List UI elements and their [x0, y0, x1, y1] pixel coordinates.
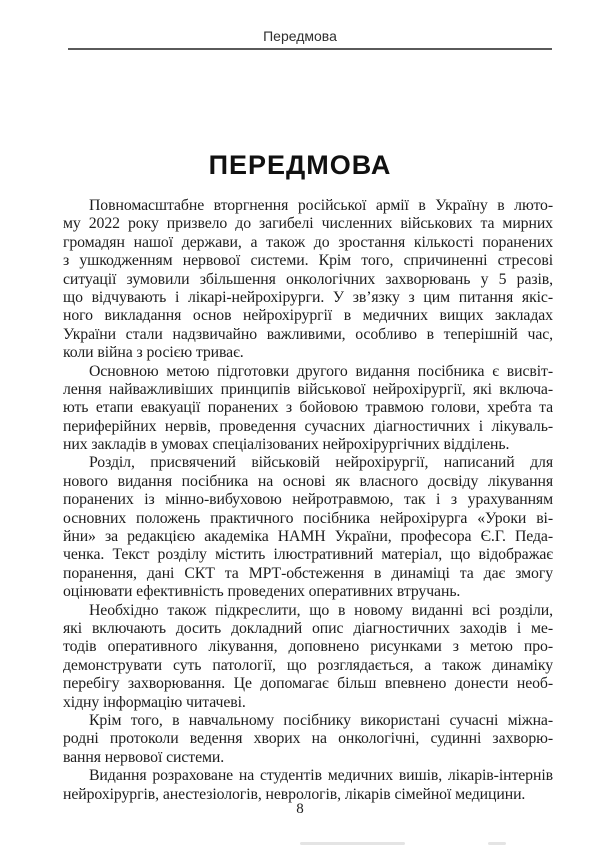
text-line: України стали надзвичайно важливими, особливо в теперішній час, — [63, 325, 553, 343]
text-line: з ушкодженням нервової системи. Крім того, спричиненні стресові — [63, 252, 553, 270]
body-text — [63, 197, 553, 804]
text-line: Повномасштабне вторгнення російської армії в Україну в люто- — [89, 197, 553, 214]
text-line: ченка. Текст розділу містить ілюстративний матеріал, що відображає — [63, 546, 553, 564]
text-line: демонструвати суть патології, що розглядається, а також динаміку — [63, 656, 553, 674]
text-line: му 2022 року призвело до загибелі численних військових та мирних — [63, 215, 553, 233]
text-line: вання нервової системи. — [63, 748, 225, 766]
text-line: Основною метою підготовки другого видання посібника є висвіт- — [89, 362, 553, 380]
text-line: коли війна з росією триває. — [63, 344, 244, 362]
text-line: ють етапи евакуації поранених з бойовою травмою голови, хребта та — [63, 399, 553, 417]
text-line: тодів оперативного лікування, доповнено рисунками з метою про- — [63, 638, 553, 656]
text-line: ситуації зумовили збільшення онкологічних захворювань у 5 разів, — [63, 270, 553, 288]
cutoff-text-artifact — [488, 842, 506, 845]
text-line: них закладів в умовах спеціалізованих нейрохірургічних відділень. — [63, 436, 510, 454]
text-line: хідну інформацію читачеві. — [63, 693, 246, 711]
page-number: 8 — [296, 801, 304, 817]
cutoff-text-artifact — [300, 842, 405, 845]
header-rule — [68, 48, 552, 50]
text-line: Необхідно також підкреслити, що в новому виданні всі розділи, — [89, 601, 553, 619]
text-line: Видання розраховане на студентів медичних вишів, лікарів-інтернів — [89, 767, 553, 785]
text-line: громадян нашої держави, а також до зростання кількості поранених — [63, 233, 553, 251]
text-line: йни» за редакцією академіка НАМН України, професора Є.Г. Педа- — [63, 528, 553, 546]
text-line: які включають досить докладний опис діагностичних заходів і ме- — [63, 619, 553, 637]
text-line: перебігу захворювання. Це допомагає більш впевнено донести необ- — [63, 675, 553, 693]
text-line: поранення, дані СКТ та МРТ-обстеження в динаміці та дає змогу — [63, 564, 553, 582]
text-line: ного викладання основ нейрохірургії в медичних вищих закладах — [63, 307, 553, 325]
text-line: поранених із мінно-вибуховою нейротравмою, так і з урахуванням — [63, 491, 553, 509]
running-head: Передмова — [263, 28, 337, 44]
text-line: що відчувають і лікарі-нейрохірурги. У зв’язку з цим питання якіс- — [63, 288, 553, 306]
text-line: лення найважливіших принципів військової нейрохірургії, які включа- — [63, 380, 553, 398]
text-line: периферійних нервів, проведення сучасних діагностичних і лікуваль- — [63, 417, 553, 435]
text-line: оцінювати ефективність проведених оперативних втручань. — [63, 583, 461, 601]
text-line: родні протоколи ведення хворих на онкологічні, судинні захворю- — [63, 730, 553, 748]
text-line: нейрохірургів, анестезіологів, неврологів, лікарів сімейної медицини. — [63, 785, 526, 803]
text-line: основних положень практичного посібника нейрохірурга «Уроки ві- — [63, 509, 553, 527]
text-line: Розділ, присвячений військовій нейрохірургії, написаний для — [89, 454, 553, 472]
page-title: ПЕРЕДМОВА — [208, 150, 392, 180]
text-line: нового видання посібника на основі як власного досвіду лікування — [63, 472, 553, 490]
text-line: Крім того, в навчальному посібнику використані сучасні міжна- — [89, 711, 553, 729]
